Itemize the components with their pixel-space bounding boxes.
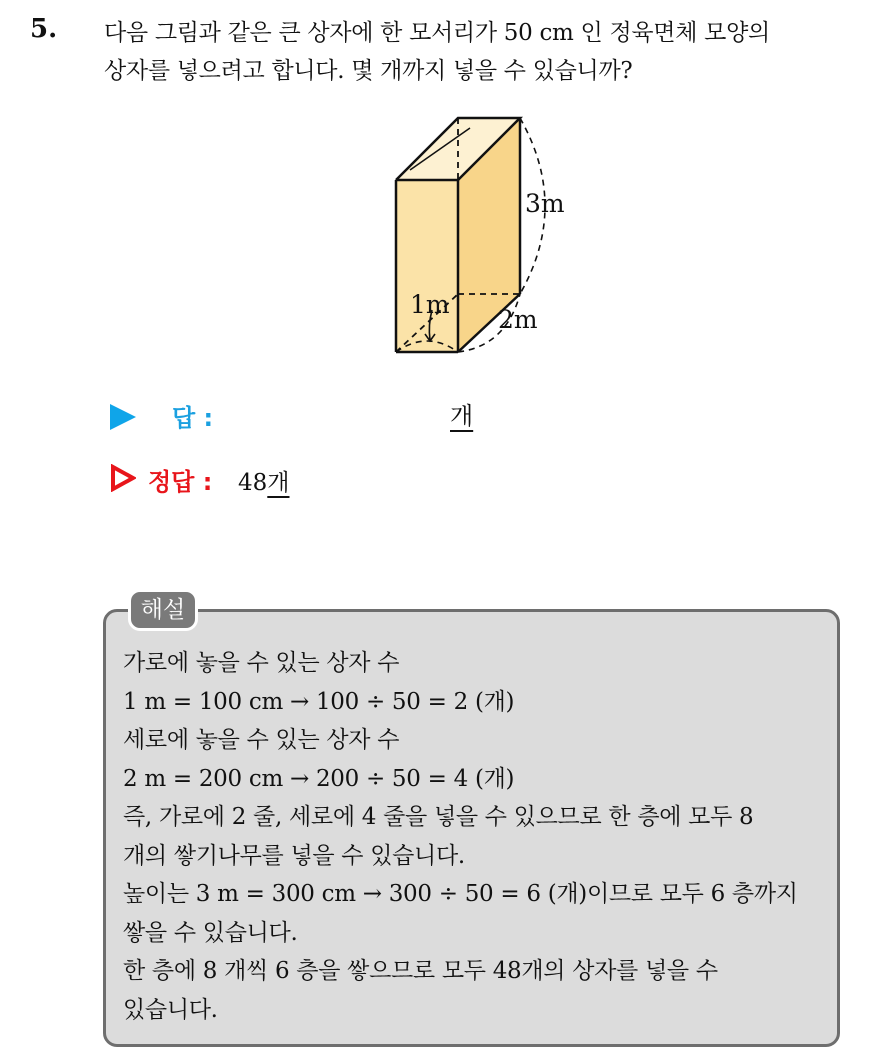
width-label: 1m	[410, 290, 450, 319]
explanation-line: 2 m = 200 cm → 200 ÷ 50 = 4 (개)	[123, 765, 515, 792]
explanation-line: 있습니다.	[123, 996, 218, 1023]
explanation-line: 높이는 3 m = 300 cm → 300 ÷ 50 = 6 (개)이므로 모두 6 층까지	[123, 881, 798, 907]
correct-answer-unit: 개	[267, 470, 290, 496]
explanation-line: 개의 쌓기나무를 넣을 수 있습니다.	[123, 842, 465, 869]
explanation-text	[123, 644, 835, 1029]
depth-label: 2m	[498, 305, 538, 334]
play-arrow-icon	[110, 404, 136, 430]
outline-play-arrow-icon	[110, 464, 136, 492]
question-text	[104, 14, 874, 90]
answer-label: 답 :	[172, 404, 214, 432]
answer-unit: 개	[450, 402, 474, 430]
explanation-line: 한 층에 8 개씩 6 층을 쌓으므로 모두 48개의 상자를 넣을 수	[123, 958, 718, 984]
correct-answer-number: 48	[238, 470, 268, 496]
explanation-line: 세로에 놓을 수 있는 상자 수	[123, 727, 400, 753]
explanation-line: 즉, 가로에 2 줄, 세로에 4 줄을 넣을 수 있으므로 한 층에 모두 8	[123, 804, 754, 830]
explanation-tab: 해설	[128, 589, 198, 631]
explanation-line: 쌓을 수 있습니다.	[123, 919, 298, 946]
correct-answer-label: 정답 :	[148, 468, 213, 496]
explanation-line: 1 m = 100 cm → 100 ÷ 50 = 2 (개)	[123, 688, 515, 715]
box-figure	[380, 110, 590, 360]
height-label: 3m	[525, 189, 565, 218]
explanation-line: 가로에 놓을 수 있는 상자 수	[123, 650, 400, 676]
answer-row	[110, 396, 610, 436]
question-line: 상자를 넣으려고 합니다. 몇 개까지 넣을 수 있습니까?	[104, 58, 633, 84]
question-line: 다음 그림과 같은 큰 상자에 한 모서리가 50 cm 인 정육면체 모양의	[104, 20, 770, 46]
box-front-face	[396, 180, 458, 352]
correct-answer-row	[110, 462, 510, 502]
correct-answer-value	[238, 464, 290, 497]
question-number: 5.	[30, 14, 58, 44]
